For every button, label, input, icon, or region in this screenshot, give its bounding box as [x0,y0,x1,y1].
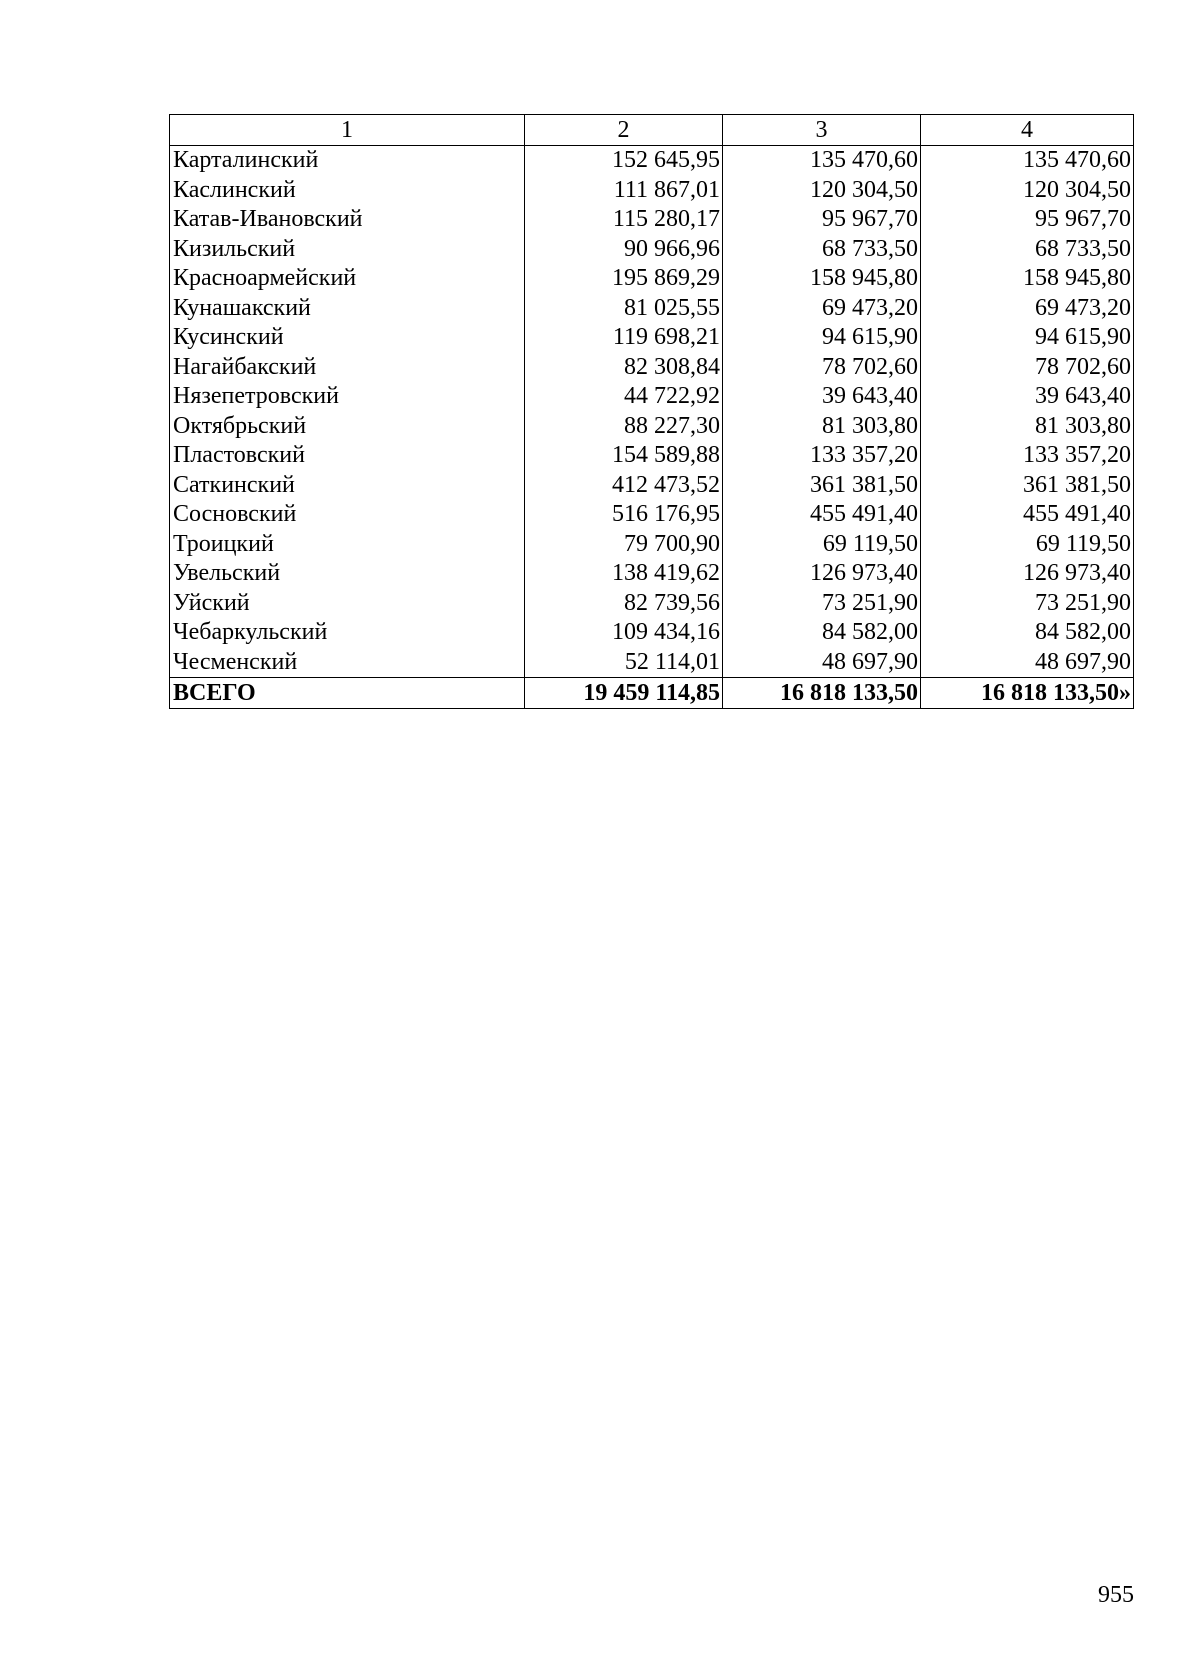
value-col-3: 94 615,90 [723,323,921,353]
value-col-2: 82 739,56 [525,589,723,619]
value-col-4: 73 251,90 [921,589,1134,619]
total-label: ВСЕГО [170,678,525,709]
value-col-3: 48 697,90 [723,648,921,678]
table-row [170,323,1134,353]
value-col-4: 135 470,60 [921,146,1134,176]
table-row [170,176,1134,206]
value-col-2: 90 966,96 [525,235,723,265]
value-col-3: 120 304,50 [723,176,921,206]
value-col-3: 361 381,50 [723,471,921,501]
table-header-row [170,115,1134,146]
table-row [170,264,1134,294]
district-name: Чесменский [170,648,525,678]
value-col-4: 126 973,40 [921,559,1134,589]
district-name: Уйский [170,589,525,619]
district-name: Октябрьский [170,412,525,442]
total-col-4: 16 818 133,50» [921,678,1134,709]
value-col-4: 69 473,20 [921,294,1134,324]
table-row [170,205,1134,235]
table-row [170,589,1134,619]
value-col-2: 152 645,95 [525,146,723,176]
value-col-3: 73 251,90 [723,589,921,619]
district-name: Саткинский [170,471,525,501]
table-row [170,441,1134,471]
value-col-2: 52 114,01 [525,648,723,678]
value-col-2: 119 698,21 [525,323,723,353]
value-col-4: 69 119,50 [921,530,1134,560]
district-name: Катав-Ивановский [170,205,525,235]
value-col-2: 154 589,88 [525,441,723,471]
district-name: Каслинский [170,176,525,206]
value-col-2: 81 025,55 [525,294,723,324]
district-name: Чебаркульский [170,618,525,648]
table-row [170,412,1134,442]
value-col-3: 39 643,40 [723,382,921,412]
value-col-3: 84 582,00 [723,618,921,648]
value-col-3: 95 967,70 [723,205,921,235]
value-col-4: 68 733,50 [921,235,1134,265]
value-col-4: 94 615,90 [921,323,1134,353]
table-total-row [170,678,1134,709]
table-row [170,294,1134,324]
value-col-4: 78 702,60 [921,353,1134,383]
value-col-3: 68 733,50 [723,235,921,265]
district-name: Кизильский [170,235,525,265]
district-name: Сосновский [170,500,525,530]
table-row [170,146,1134,176]
value-col-3: 158 945,80 [723,264,921,294]
value-col-3: 78 702,60 [723,353,921,383]
district-name: Кусинский [170,323,525,353]
column-header: 2 [525,115,723,146]
value-col-2: 44 722,92 [525,382,723,412]
value-col-3: 135 470,60 [723,146,921,176]
value-col-2: 138 419,62 [525,559,723,589]
table-row [170,235,1134,265]
district-name: Кунашакский [170,294,525,324]
value-col-3: 126 973,40 [723,559,921,589]
district-name: Нагайбакский [170,353,525,383]
district-name: Троицкий [170,530,525,560]
value-col-3: 81 303,80 [723,412,921,442]
value-col-4: 48 697,90 [921,648,1134,678]
district-name: Увельский [170,559,525,589]
data-table [169,114,1134,709]
value-col-4: 120 304,50 [921,176,1134,206]
district-name: Карталинский [170,146,525,176]
value-col-2: 109 434,16 [525,618,723,648]
value-col-4: 95 967,70 [921,205,1134,235]
table-row [170,382,1134,412]
value-col-4: 158 945,80 [921,264,1134,294]
value-col-2: 115 280,17 [525,205,723,235]
total-col-3: 16 818 133,50 [723,678,921,709]
value-col-3: 69 473,20 [723,294,921,324]
table-row [170,353,1134,383]
district-name: Нязепетровский [170,382,525,412]
value-col-2: 88 227,30 [525,412,723,442]
table-row [170,530,1134,560]
district-name: Красноармейский [170,264,525,294]
value-col-2: 412 473,52 [525,471,723,501]
table-row [170,648,1134,678]
column-header: 1 [170,115,525,146]
total-col-2: 19 459 114,85 [525,678,723,709]
district-name: Пластовский [170,441,525,471]
value-col-3: 69 119,50 [723,530,921,560]
column-header: 4 [921,115,1134,146]
column-header: 3 [723,115,921,146]
table-row [170,559,1134,589]
value-col-4: 361 381,50 [921,471,1134,501]
table-row [170,471,1134,501]
value-col-4: 81 303,80 [921,412,1134,442]
value-col-4: 455 491,40 [921,500,1134,530]
value-col-2: 516 176,95 [525,500,723,530]
value-col-4: 39 643,40 [921,382,1134,412]
value-col-2: 111 867,01 [525,176,723,206]
value-col-2: 195 869,29 [525,264,723,294]
page-number: 955 [1098,1582,1134,1608]
table-row [170,500,1134,530]
value-col-2: 82 308,84 [525,353,723,383]
value-col-3: 133 357,20 [723,441,921,471]
value-col-4: 133 357,20 [921,441,1134,471]
table-row [170,618,1134,648]
value-col-3: 455 491,40 [723,500,921,530]
value-col-2: 79 700,90 [525,530,723,560]
value-col-4: 84 582,00 [921,618,1134,648]
